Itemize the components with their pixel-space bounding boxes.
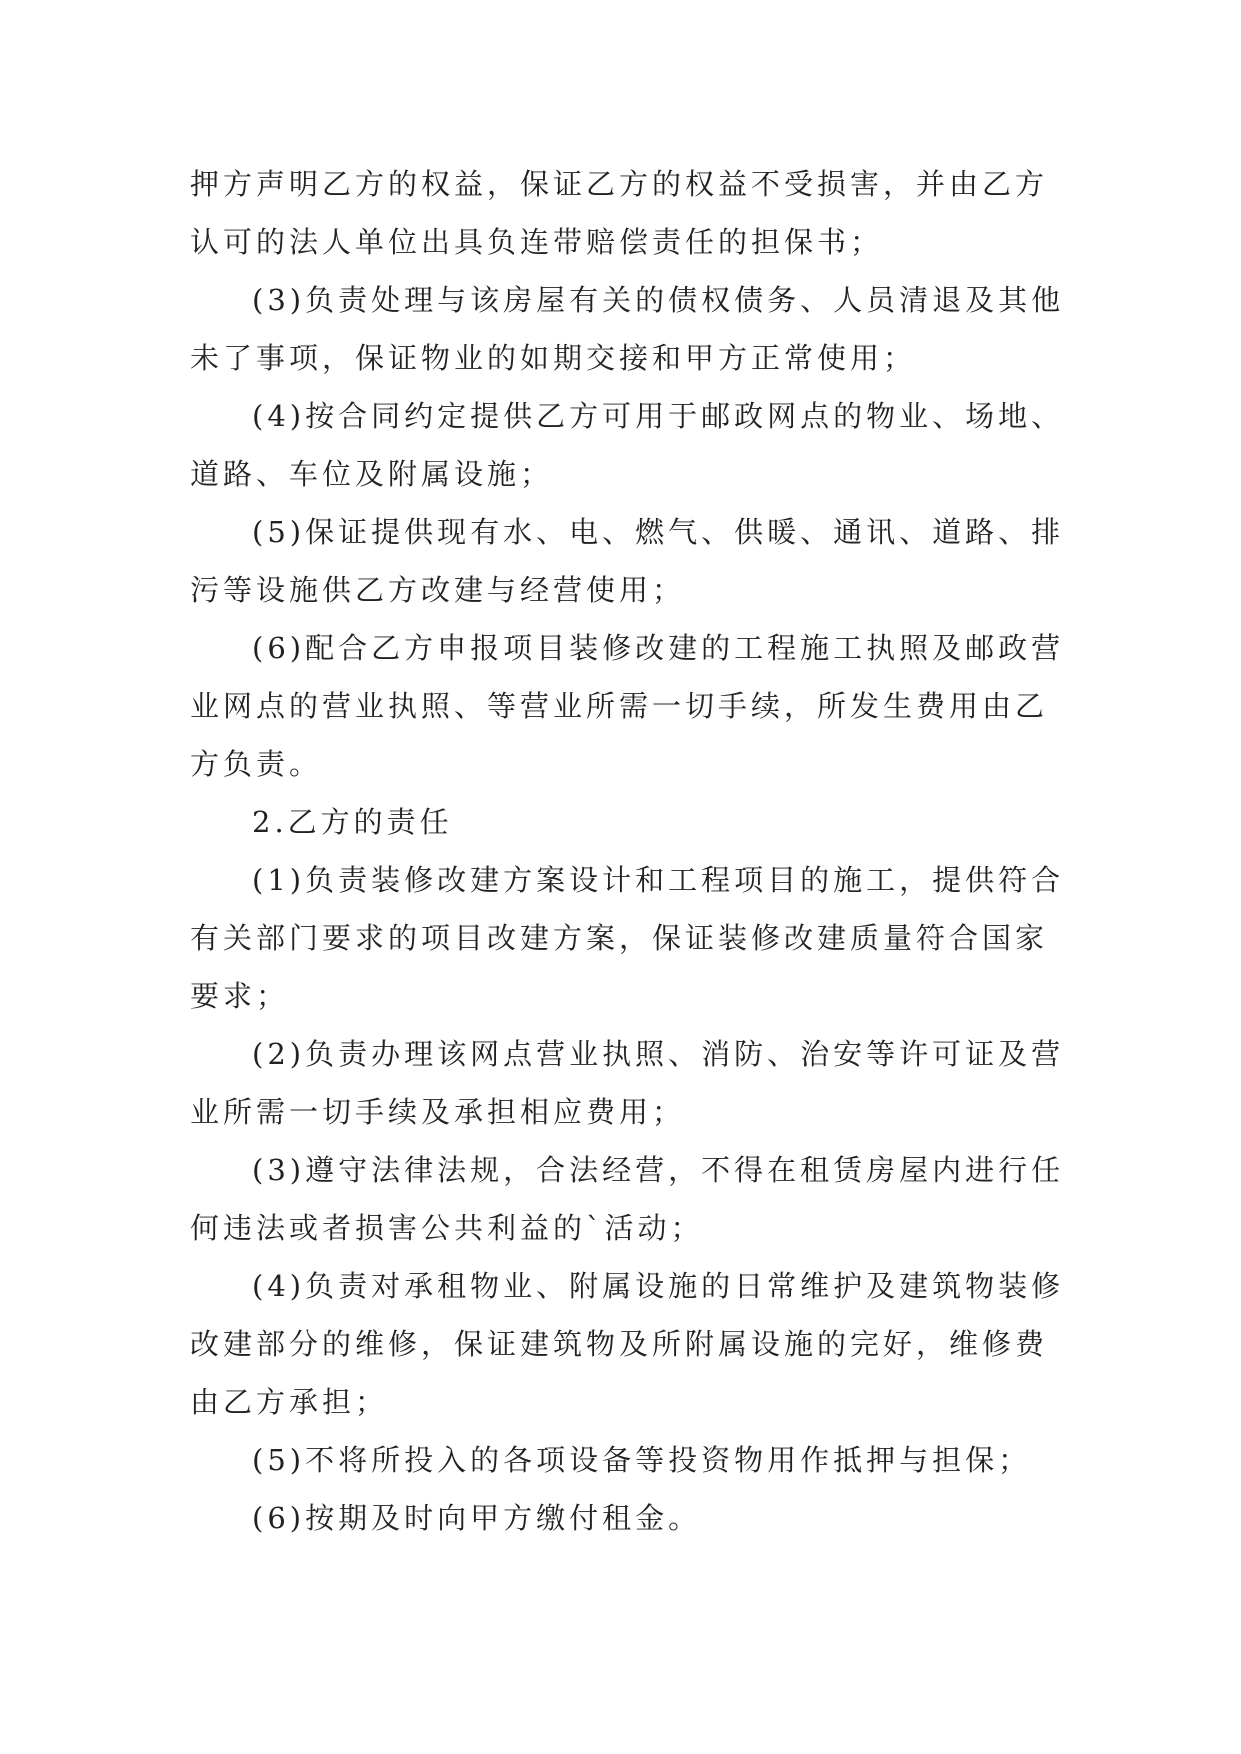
paragraph-party-b-item-1: (1)负责装修改建方案设计和工程项目的施工，提供符合有关部门要求的项目改建方案，保证装修改建质量符合国家要求；: [190, 863, 1065, 1013]
paragraph-party-a-item-4: (4)按合同约定提供乙方可用于邮政网点的物业、场地、道路、车位及附属设施；: [190, 399, 1065, 491]
paragraph-continuation: 押方声明乙方的权益，保证乙方的权益不受损害，并由乙方认可的法人单位出具负连带赔偿责任的担保书；: [190, 167, 1049, 259]
paragraph-party-a-item-3: (3)负责处理与该房屋有关的债权债务、人员清退及其他未了事项，保证物业的如期交接和甲方正常使用；: [190, 283, 1065, 375]
paragraph-party-b-item-5: (5)不将所投入的各项设备等投资物用作抵押与担保；: [252, 1443, 1032, 1477]
paragraph-party-b-item-2: (2)负责办理该网点营业执照、消防、治安等许可证及营业所需一切手续及承担相应费用；: [190, 1037, 1065, 1129]
paragraph-party-b-item-3: (3)遵守法律法规，合法经营，不得在租赁房屋内进行任何违法或者损害公共利益的`活动；: [190, 1153, 1065, 1245]
section-heading-party-b: 2.乙方的责任: [252, 805, 453, 839]
paragraph-party-b-item-4: (4)负责对承租物业、附属设施的日常维护及建筑物装修改建部分的维修，保证建筑物及所附属设施的完好，维修费由乙方承担；: [190, 1269, 1065, 1419]
paragraph-party-a-item-5: (5)保证提供现有水、电、燃气、供暖、通讯、道路、排污等设施供乙方改建与经营使用；: [190, 515, 1065, 607]
document-body: [190, 155, 1070, 1547]
paragraph-party-a-item-6: (6)配合乙方申报项目装修改建的工程施工执照及邮政营业网点的营业执照、等营业所需一切手续，所发生费用由乙方负责。: [190, 631, 1065, 781]
paragraph-party-b-item-6: (6)按期及时向甲方缴付租金。: [252, 1501, 702, 1535]
